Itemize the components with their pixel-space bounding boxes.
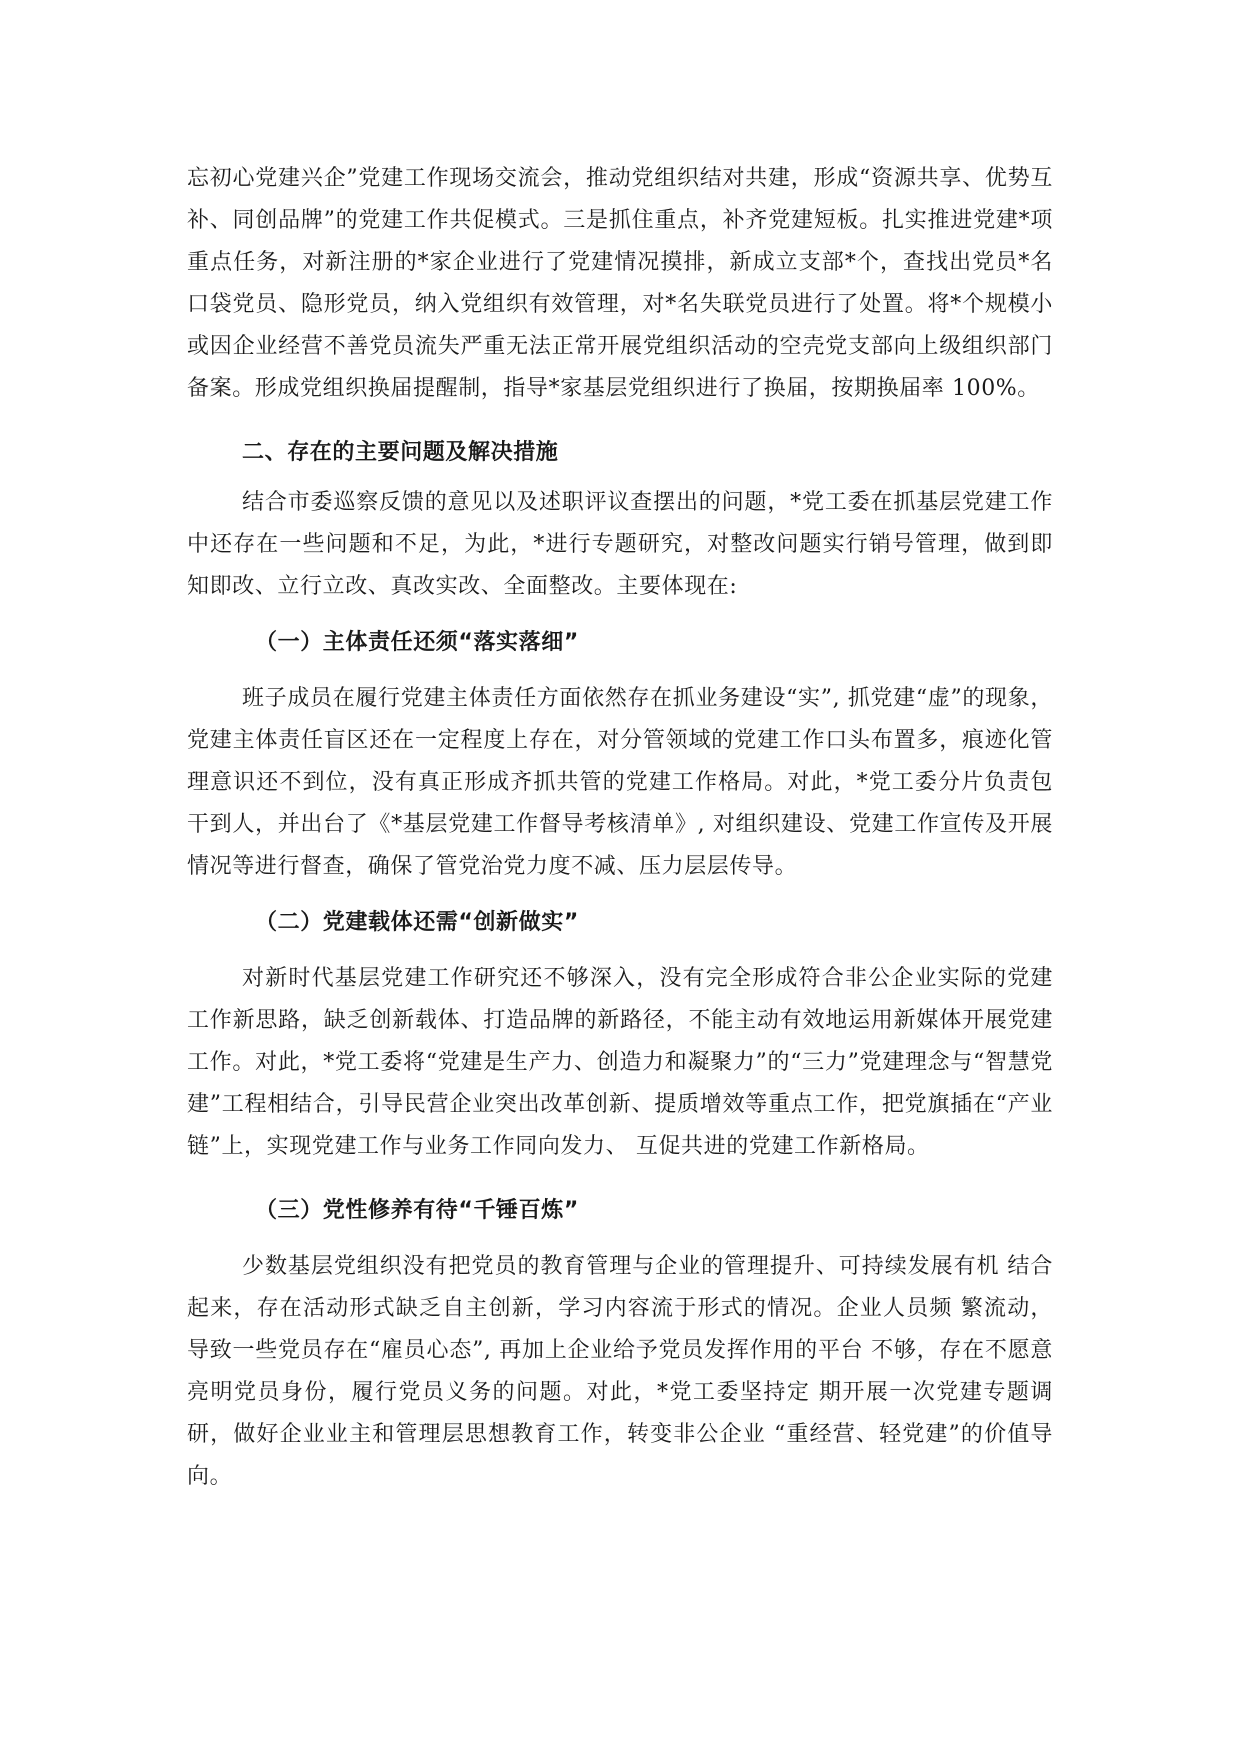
subsection-heading-2: （二）党建载体还需“创新做实” (255, 910, 579, 935)
document-body (187, 158, 1053, 1498)
subsection-body-1: 班子成员在履行党建主体责任方面依然存在抓业务建设“实”, 抓党建“虚”的现象，党建主体责任盲区还在一定程度上存在，对分管领域的党建工作口头布置多，痕迹化管理意识还不到位，没有真正形成齐抓共管的党建工作格局。对此，*党工委分片负责包干到人，并出台了《*基层党建工作督导考核清单》, 对组织建设、党建工作宣传及开展情况等进行督查，确保了管党治党力度不减、压力层层传导。 (187, 686, 1053, 879)
intro-paragraph: 忘初心党建兴企”党建工作现场交流会，推动党组织结对共建，形成“资源共享、优势互补、同创品牌”的党建工作共促模式。三是抓住重点，补齐党建短板。扎实推进党建*项重点任务，对新注册的*家企业进行了党建情况摸排，新成立支部*个，查找出党员*名口袋党员、隐形党员，纳入党组织有效管理，对*名失联党员进行了处置。将*个规模小或因企业经营不善党员流失严重无法正常开展党组织活动的空壳党支部向上级组织部门备案。形成党组织换届提醒制，指导*家基层党组织进行了换届，按期换届率 100%。 (187, 166, 1053, 401)
subsection-body-2: 对新时代基层党建工作研究还不够深入，没有完全形成符合非公企业实际的党建工作新思路，缺乏创新载体、打造品牌的新路径，不能主动有效地运用新媒体开展党建工作。对此，*党工委将“党建是生产力、创造力和凝聚力”的“三力”党建理念与“智慧党建”工程相结合，引导民营企业突出改革创新、提质增效等重点工作，把党旗插在“产业链”上，实现党建工作与业务工作同向发力、 互促共进的党建工作新格局。 (187, 966, 1053, 1159)
section-heading: 二、存在的主要问题及解决措施 (242, 440, 559, 465)
subsection-heading-3: （三）党性修养有待“千锤百炼” (255, 1198, 579, 1223)
section-intro-paragraph: 结合市委巡察反馈的意见以及述职评议查摆出的问题，*党工委在抓基层党建工作中还存在一些问题和不足，为此，*进行专题研究，对整改问题实行销号管理，做到即知即改、立行立改、真改实改、全面整改。主要体现在: (187, 490, 1053, 599)
subsection-body-3: 少数基层党组织没有把党员的教育管理与企业的管理提升、可持续发展有机 结合起来，存在活动形式缺乏自主创新，学习内容流于形式的情况。企业人员频 繁流动，导致一些党员存在“雇员心态”, 再加上企业给予党员发挥作用的平台 不够，存在不愿意亮明党员身份，履行党员义务的问题。对此，*党工委坚持定 期开展一次党建专题调研，做好企业业主和管理层思想教育工作，转变非公企业 “重经营、轻党建”的价值导向。 (187, 1254, 1053, 1489)
subsection-heading-1: （一）主体责任还须“落实落细” (255, 630, 579, 655)
